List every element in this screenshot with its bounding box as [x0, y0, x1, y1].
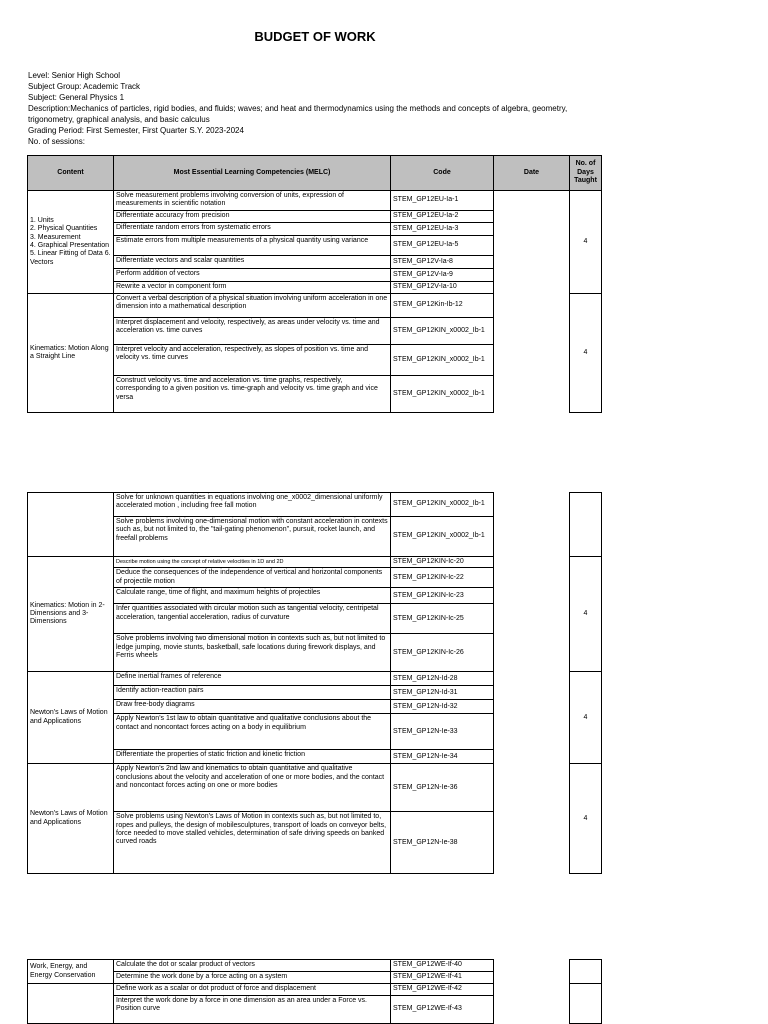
melc-cell: Construct velocity vs. time and acceleration vs. time graphs, respectively, corresponding to a given position vs. time-graph and velocity vs. time graph and vice versa: [114, 376, 391, 413]
days-cell: [570, 493, 602, 557]
melc-cell: Apply Newton's 2nd law and kinematics to obtain quantitative and qualitative conclusions about the velocity and acceleration of one or more bodies, and the contact and noncontact forces acting on one or more bodies: [114, 764, 391, 812]
budget-table-part-1: [27, 155, 602, 413]
content-cell: Newton's Laws of Motion and Applications: [28, 672, 114, 764]
code-cell: STEM_GP12KIN-Ic-26: [391, 634, 494, 672]
melc-cell: Deduce the consequences of the independence of vertical and horizontal components of projectile motion: [114, 568, 391, 588]
table-row: [28, 493, 602, 517]
table-row: [28, 557, 602, 568]
code-cell: STEM_GP12KIN-Ic-22: [391, 568, 494, 588]
melc-cell: Solve measurement problems involving conversion of units, expression of measurements in scientific notation: [114, 191, 391, 211]
content-cell: [28, 984, 114, 1024]
code-cell: STEM_GP12N-Id-32: [391, 700, 494, 714]
date-cell: [494, 294, 570, 413]
date-cell: [494, 191, 570, 294]
content-cell: Work, Energy, and Energy Conservation: [28, 960, 114, 984]
melc-cell: Differentiate the properties of static friction and kinetic friction: [114, 750, 391, 764]
header-days: No. of Days Taught: [570, 156, 602, 191]
table-row: [28, 191, 602, 211]
subject-line: Subject: General Physics 1: [28, 93, 125, 102]
melc-cell: Define inertial frames of reference: [114, 672, 391, 686]
code-cell: STEM_GP12KIN_x0002_Ib-1: [391, 376, 494, 413]
melc-cell: Interpret velocity and acceleration, respectively, as slopes of position vs. time and velocity vs. time curves: [114, 345, 391, 376]
code-cell: STEM_GP12WE-If-43: [391, 996, 494, 1024]
code-cell: STEM_GP12Kin-Ib-12: [391, 294, 494, 318]
melc-cell: Convert a verbal description of a physical situation involving uniform acceleration in one dimension into a mathematical description: [114, 294, 391, 318]
header-date: Date: [494, 156, 570, 191]
table-row: [28, 984, 602, 996]
code-cell: STEM_GP12EU-Ia-2: [391, 211, 494, 223]
melc-cell: Calculate the dot or scalar product of vectors: [114, 960, 391, 972]
melc-cell: Apply Newton's 1st law to obtain quantitative and qualitative conclusions about the contact and noncontact forces acting on a body in equilibrium: [114, 714, 391, 750]
grading-period-line: Grading Period: First Semester, First Quarter S.Y. 2023-2024: [28, 126, 244, 135]
code-cell: STEM_GP12N-Ie-34: [391, 750, 494, 764]
melc-cell: Calculate range, time of flight, and maximum heights of projectiles: [114, 588, 391, 604]
code-cell: STEM_GP12EU-Ia-3: [391, 223, 494, 236]
code-cell: STEM_GP12N-Id-28: [391, 672, 494, 686]
melc-cell: Perform addition of vectors: [114, 269, 391, 282]
table-row: [28, 764, 602, 812]
date-cell: [494, 984, 570, 1024]
code-cell: STEM_GP12KIN_x0002_Ib-1: [391, 345, 494, 376]
budget-table-part-2: [27, 492, 602, 874]
subject-group-line: Subject Group: Academic Track: [28, 82, 141, 91]
table-row: [28, 672, 602, 686]
melc-cell: Interpret the work done by a force in one dimension as an area under a Force vs. Position curve: [114, 996, 391, 1024]
melc-cell: Determine the work done by a force acting on a system: [114, 972, 391, 984]
code-cell: STEM_GP12KIN-Ic-23: [391, 588, 494, 604]
days-cell: 4: [570, 557, 602, 672]
document-meta: [28, 70, 608, 147]
days-cell: 4: [570, 294, 602, 413]
days-cell: 4: [570, 764, 602, 874]
melc-cell: Describe motion using the concept of relative velocities in 1D and 2D: [114, 557, 391, 568]
days-cell: 4: [570, 672, 602, 764]
content-cell: Kinematics: Motion Along a Straight Line: [28, 294, 114, 413]
code-cell: STEM_GP12V-Ia-9: [391, 269, 494, 282]
date-cell: [494, 960, 570, 984]
date-cell: [494, 764, 570, 874]
header-melc: Most Essential Learning Competencies (MELC): [114, 156, 391, 191]
melc-cell: Solve for unknown quantities in equations involving one_x0002_dimensional uniformly accelerated motion , including free fall motion: [114, 493, 391, 517]
code-cell: STEM_GP12WE-If-42: [391, 984, 494, 996]
sessions-line: No. of sessions:: [28, 137, 85, 146]
content-cell: Kinematics: Motion in 2-Dimensions and 3-Dimensions: [28, 557, 114, 672]
melc-cell: Rewrite a vector in component form: [114, 282, 391, 294]
melc-cell: Interpret displacement and velocity, respectively, as areas under velocity vs. time and acceleration vs. time curves: [114, 318, 391, 345]
melc-cell: Define work as a scalar or dot product of force and displacement: [114, 984, 391, 996]
melc-cell: Solve problems involving two dimensional motion in contexts such as, but not limited to ledge jumping, movie stunts, basketball, safe locations during firework displays, and Ferris wheels: [114, 634, 391, 672]
table-row: [28, 294, 602, 318]
date-cell: [494, 672, 570, 764]
melc-cell: Draw free-body diagrams: [114, 700, 391, 714]
days-cell: [570, 960, 602, 984]
code-cell: STEM_GP12N-Ie-38: [391, 812, 494, 874]
melc-cell: Estimate errors from multiple measurements of a physical quantity using variance: [114, 236, 391, 256]
melc-cell: Solve problems involving one-dimensional motion with constant acceleration in contexts such as, but not limited to, the "tail-gating phenomenon", pursuit, rocket launch, and freefall problems: [114, 517, 391, 557]
code-cell: STEM_GP12V-Ia-10: [391, 282, 494, 294]
melc-cell: Differentiate random errors from systematic errors: [114, 223, 391, 236]
content-cell: 1. Units 2. Physical Quantities 3. Measurement 4. Graphical Presentation 5. Linear Fitting of Data 6. Vectors: [28, 191, 114, 294]
code-cell: STEM_GP12KIN_x0002_Ib-1: [391, 493, 494, 517]
date-cell: [494, 493, 570, 557]
code-cell: STEM_GP12N-Ie-33: [391, 714, 494, 750]
melc-cell: Identify action-reaction pairs: [114, 686, 391, 700]
code-cell: STEM_GP12KIN-Ic-25: [391, 604, 494, 634]
header-content: Content: [28, 156, 114, 191]
header-code: Code: [391, 156, 494, 191]
code-cell: STEM_GP12N-Ie-36: [391, 764, 494, 812]
code-cell: STEM_GP12EU-Ia-1: [391, 191, 494, 211]
code-cell: STEM_GP12WE-If-41: [391, 972, 494, 984]
budget-table-part-3: [27, 959, 602, 1024]
melc-cell: Infer quantities associated with circular motion such as tangential velocity, centripetal acceleration, tangential acceleration, radius of curvature: [114, 604, 391, 634]
melc-cell: Differentiate accuracy from precision: [114, 211, 391, 223]
code-cell: STEM_GP12KIN_x0002_Ib-1: [391, 318, 494, 345]
melc-cell: Solve problems using Newton's Laws of Motion in contexts such as, but not limited to, ropes and pulleys, the design of mobilesculptures, transport of loads on conveyor belts, force needed to move stalled vehicles, determination of safe driving speeds on banked curved roads: [114, 812, 391, 874]
content-cell: Newton's Laws of Motion and Applications: [28, 764, 114, 874]
level-line: Level: Senior High School: [28, 71, 121, 80]
code-cell: STEM_GP12WE-If-40: [391, 960, 494, 972]
code-cell: STEM_GP12N-Id-31: [391, 686, 494, 700]
date-cell: [494, 557, 570, 672]
days-cell: 4: [570, 191, 602, 294]
code-cell: STEM_GP12KIN-Ic-20: [391, 557, 494, 568]
description-line: Description:Mechanics of particles, rigid bodies, and fluids; waves; and heat and thermodynamics using the methods and concepts of algebra, geometry, trigonometry, graphical analysis, and basic calculus: [28, 104, 568, 124]
days-cell: [570, 984, 602, 1024]
code-cell: STEM_GP12KIN_x0002_Ib-1: [391, 517, 494, 557]
code-cell: STEM_GP12EU-Ia-5: [391, 236, 494, 256]
melc-cell: Differentiate vectors and scalar quantities: [114, 256, 391, 269]
code-cell: STEM_GP12V-Ia-8: [391, 256, 494, 269]
page-title: BUDGET OF WORK: [254, 29, 376, 44]
table-row: [28, 960, 602, 972]
content-cell: [28, 493, 114, 557]
